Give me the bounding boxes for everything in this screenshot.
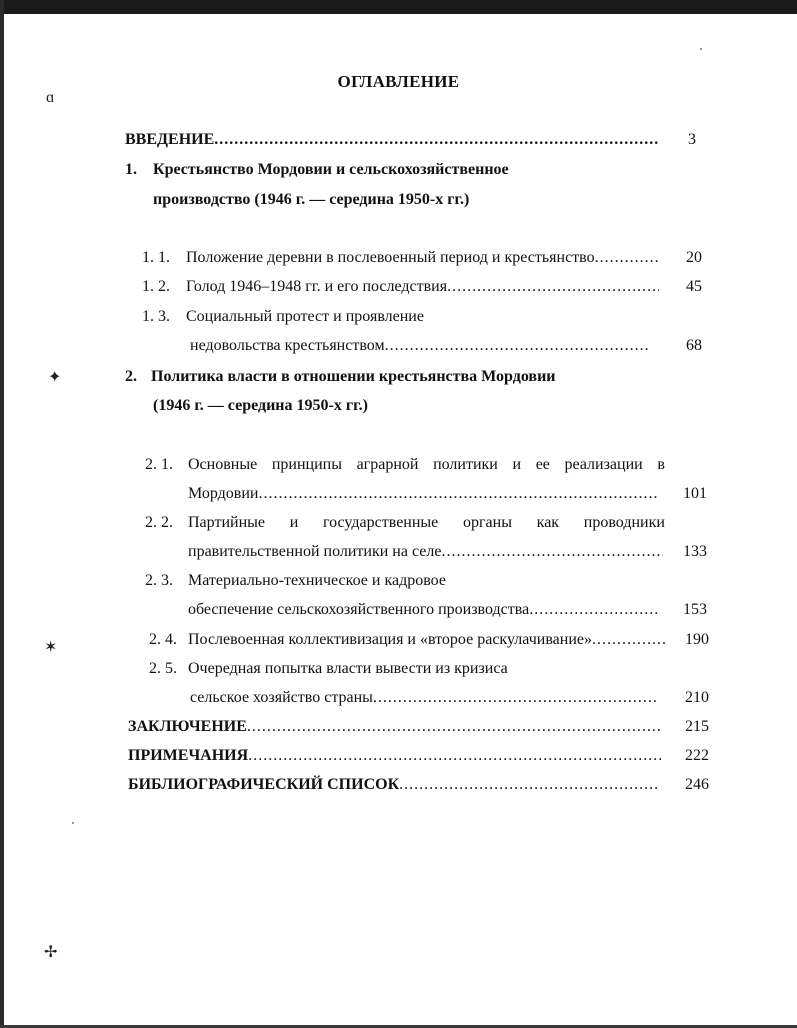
toc-label: ВВЕДЕНИЕ	[125, 131, 215, 148]
leader-dots	[447, 277, 659, 297]
punch-hole-mark: ✢	[44, 944, 58, 961]
toc-label: ПРИМЕЧАНИЯ	[128, 747, 249, 764]
section-number: 2. 3.	[145, 572, 173, 589]
toc-page-number: 153	[683, 601, 707, 618]
page-title: ОГЛАВЛЕНИЕ	[337, 72, 460, 91]
toc-page-number: 210	[685, 689, 709, 706]
chapter-number: 2.	[125, 368, 137, 385]
toc-page-number: 3	[688, 131, 696, 148]
toc-word: государственные	[322, 514, 439, 531]
toc-word: аграрной	[356, 456, 419, 473]
toc-label: сельское хозяйство страны	[190, 689, 373, 706]
toc-label: недовольства крестьянством	[190, 337, 385, 354]
leader-dots	[247, 717, 663, 737]
toc-label: обеспечение сельскохозяйственного производства	[188, 601, 530, 618]
toc-entry-conclusion[interactable]	[128, 717, 663, 737]
toc-word: и	[512, 456, 522, 473]
toc-page-number: 101	[683, 485, 707, 502]
toc-label: Положение деревни в послевоенный период и крестьянство	[186, 249, 595, 266]
toc-label: БИБЛИОГРАФИЧЕСКИЙ СПИСОК	[128, 776, 400, 793]
toc-word: реализации	[564, 456, 643, 473]
toc-label: Голод 1946–1948 гг. и его последствия	[186, 278, 448, 295]
scan-border-left	[0, 0, 4, 1028]
toc-entry-1-2[interactable]	[186, 277, 659, 297]
chapter-number: 1.	[125, 161, 137, 178]
punch-hole-mark: ✦	[48, 369, 62, 386]
toc-label: Мордовии	[188, 485, 259, 502]
toc-word: политики	[433, 456, 498, 473]
toc-page-number: 222	[685, 747, 709, 764]
leader-dots	[529, 600, 659, 620]
leader-dots	[592, 630, 666, 650]
leader-dots	[248, 746, 663, 766]
punch-hole-mark: ɑ	[46, 89, 55, 106]
toc-label-line[interactable]	[188, 513, 665, 533]
punch-hole-mark: ✶	[44, 639, 58, 656]
leader-dots	[595, 248, 659, 268]
chapter-title-line[interactable]: Политика власти в отношении крестьянства Мордовии	[151, 368, 556, 385]
toc-page-number: 45	[686, 278, 702, 295]
leader-dots	[385, 336, 648, 356]
toc-entry-2-5[interactable]	[190, 688, 659, 708]
section-number: 1. 3.	[142, 308, 170, 325]
toc-label: правительственной политики на селе	[188, 543, 442, 560]
toc-word: и	[289, 514, 299, 531]
toc-page-number: 190	[685, 631, 709, 648]
toc-label-line[interactable]: Очередная попытка власти вывести из кризиса	[188, 660, 508, 677]
toc-word: Основные	[188, 456, 258, 473]
chapter-title-line[interactable]: производство (1946 г. — середина 1950-х гг.)	[153, 191, 470, 208]
section-number: 2. 1.	[145, 456, 173, 473]
toc-word: принципы	[271, 456, 342, 473]
toc-entry-bibliography[interactable]	[128, 775, 659, 795]
section-number: 1. 2.	[142, 278, 170, 295]
leader-dots	[441, 542, 663, 562]
toc-entry-2-4[interactable]	[188, 630, 666, 650]
chapter-title-line[interactable]: Крестьянство Мордовии и сельскохозяйственное	[153, 161, 509, 178]
toc-word: в	[657, 456, 665, 473]
toc-page-number: 20	[686, 249, 702, 266]
scan-speck	[72, 822, 74, 824]
toc-label-line[interactable]: Социальный протест и проявление	[186, 308, 424, 325]
section-number: 2. 4.	[149, 631, 177, 648]
toc-entry-1-3[interactable]	[190, 336, 648, 356]
scan-border-top	[0, 0, 797, 14]
section-number: 1. 1.	[142, 249, 170, 266]
toc-word: ее	[535, 456, 550, 473]
toc-entry-intro[interactable]	[125, 130, 660, 150]
toc-label-line[interactable]: Материально-техническое и кадровое	[188, 572, 446, 589]
toc-word: проводники	[583, 514, 665, 531]
toc-page-number: 68	[686, 337, 702, 354]
toc-label-line[interactable]	[188, 455, 665, 475]
toc-entry-notes[interactable]	[128, 746, 663, 766]
toc-word: как	[536, 514, 560, 531]
leader-dots	[399, 775, 659, 795]
scan-speck	[700, 48, 702, 50]
section-number: 2. 2.	[145, 514, 173, 531]
toc-word: Партийные	[188, 514, 265, 531]
toc-page-number: 215	[685, 718, 709, 735]
leader-dots	[258, 484, 659, 504]
toc-entry-2-2[interactable]	[188, 542, 663, 562]
toc-entry-2-1[interactable]	[188, 484, 659, 504]
toc-page-number: 133	[683, 543, 707, 560]
toc-entry-1-1[interactable]	[186, 248, 659, 268]
toc-label: Послевоенная коллективизация и «второе раскулачивание»	[188, 631, 592, 648]
toc-entry-2-3[interactable]	[188, 600, 659, 620]
chapter-title-line[interactable]: (1946 г. — середина 1950-х гг.)	[153, 397, 368, 414]
toc-word: органы	[462, 514, 512, 531]
leader-dots	[373, 688, 659, 708]
leader-dots	[214, 130, 660, 150]
toc-label: ЗАКЛЮЧЕНИЕ	[128, 718, 247, 735]
toc-page-number: 246	[685, 776, 709, 793]
section-number: 2. 5.	[149, 660, 177, 677]
